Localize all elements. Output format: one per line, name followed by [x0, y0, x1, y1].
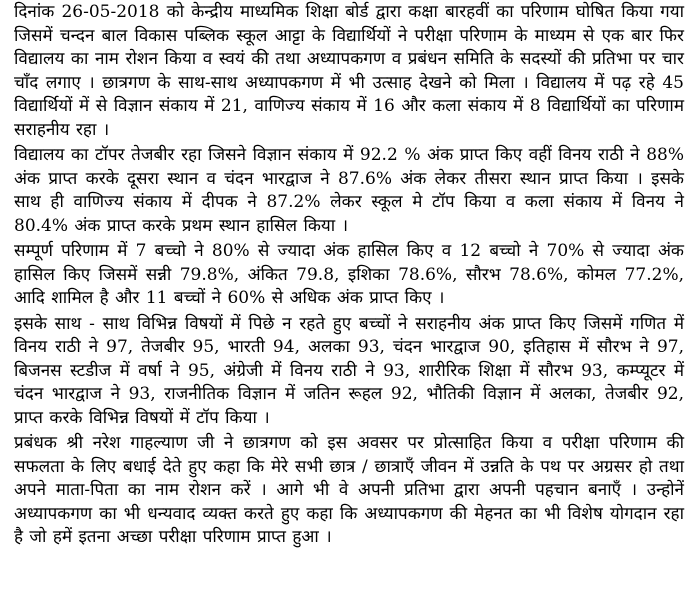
paragraph-subject-toppers: इसके साथ - साथ विभिन्न विषयों में पिछे न रहते हुए बच्चों ने सराहनीय अंक प्राप्त किए जिसमें गणित में विनय राठी ने 97, तेजबीर 95, भारती 94, अलका 93, चंदन भारद्वाज 90, इतिहास में सौरभ ने 97, बिजनस स्टडीज में वर्षा ने 95, अंग्रेजी में विनय राठी ने 93, शारीरिक शिक्षा में सौरभ 93, कम्प्यूटर में चंदन भारद्वाज ने 93, राजनीतिक विज्ञान में जतिन रूहल 92, भौतिकी विज्ञान में अलका, तेजबीर 92, प्राप्त करके विभिन्न विषयों में टॉप किया । [14, 313, 684, 428]
paragraph-toppers: विद्यालय का टॉपर तेजबीर रहा जिसने विज्ञान संकाय में 92.2 % अंक प्राप्त किए वहीं विनय राठी ने 88% अंक प्राप्त करके दूसरा स्थान व चंदन भारद्वाज ने 87.6% अंक लेकर तीसरा स्थान प्राप्त किया । इसके साथ ही वाणिज्य संकाय में दीपक ने 87.2% लेकर स्कूल मे टॉप किया व कला संकाय में विनय ने 80.4% अंक प्राप्त करके प्रथम स्थान हासिल किया । [14, 145, 684, 236]
paragraph-announcement: दिनांक 26-05-2018 को केन्द्रीय माध्यमिक शिक्षा बोर्ड द्वारा कक्षा बारहवीं का परिणाम घोषित किया गया जिसमें चन्दन बाल विकास पब्लिक स्कूल आट्टा के विद्यार्थियों ने परीक्षा परिणाम के माध्यम से एक बार फिर विद्यालय का नाम रोशन किया व स्वयं की तथा अध्यापकगण व प्रबंधन समिति के सदस्यों की प्रतिभा पर चार चाँद लगाए । छात्रगण के साथ-साथ अध्यापकगण में भी उत्साह देखने को मिला । विद्यालय में पढ़ रहे 45 विद्यार्थियों में से विज्ञान संकाय में 21, वाणिज्य संकाय में 16 और कला संकाय में 8 विद्यार्थियों का परिणाम सराहनीय रहा । [14, 2, 684, 140]
paragraph-manager-message: प्रबंधक श्री नरेश गाहल्याण जी ने छात्रगण को इस अवसर पर प्रोत्साहित किया व परीक्षा परिणाम की सफलता के लिए बधाई देते हुए कहा कि मेरे सभी छात्र / छात्राएँ जीवन में उन्नति के पथ पर अग्रसर हो तथा अपने माता-पिता का नाम रोशन करें । आगे भी वे अपनी प्रतिभा द्वारा अपनी पहचान बनाएँ । उन्होनें अध्यापकगण का भी धन्यवाद व्यक्त करते हुए कहा कि अध्यापकगण की मेहनत का भी विशेष योगदान रहा है जो हमें इतना अच्छा परीक्षा परिणाम प्राप्त हुआ । [14, 433, 684, 547]
paragraph-overall-result: सम्पूर्ण परिणाम में 7 बच्चो ने 80% से ज्यादा अंक हासिल किए व 12 बच्चो ने 70% से ज्यादा अंक हासिल किए जिसमें सन्नी 79.8%, अंकित 79.8, इशिका 78.6%, सौरभ 78.6%, कोमल 77.2%, आदि शामिल है और 11 बच्चों ने 60% से अधिक अंक प्राप्त किए । [14, 241, 684, 308]
